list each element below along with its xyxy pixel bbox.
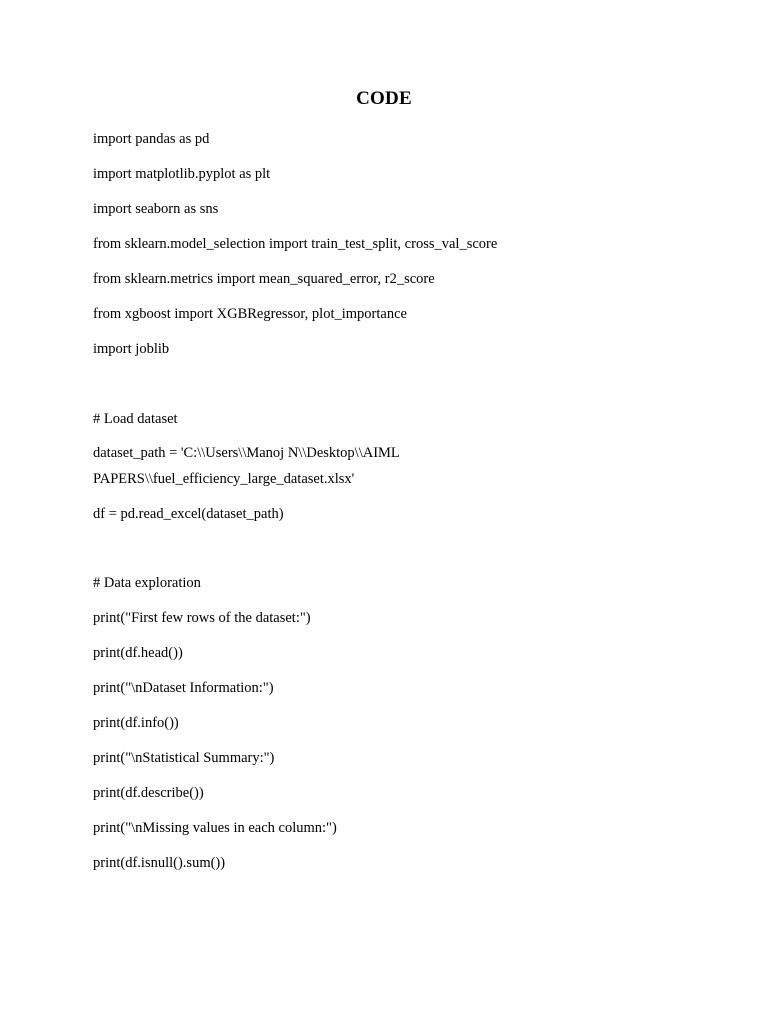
code-line: dataset_path = 'C:\\Users\\Manoj N\\Desktop\\AIML (93, 445, 400, 461)
code-comment: # Data exploration (93, 575, 201, 591)
code-line: print("First few rows of the dataset:") (93, 610, 311, 626)
code-line: from xgboost import XGBRegressor, plot_importance (93, 306, 407, 322)
code-line: df = pd.read_excel(dataset_path) (93, 506, 284, 522)
code-line: from sklearn.metrics import mean_squared_error, r2_score (93, 271, 435, 287)
code-line: PAPERS\\fuel_efficiency_large_dataset.xlsx' (93, 471, 355, 487)
code-line: import pandas as pd (93, 131, 210, 147)
code-line: print(df.describe()) (93, 785, 204, 801)
code-line: print(df.head()) (93, 645, 183, 661)
code-line: import matplotlib.pyplot as plt (93, 166, 271, 182)
code-line: print(df.isnull().sum()) (93, 855, 226, 871)
code-line: print("\nDataset Information:") (93, 680, 274, 696)
code-line: import seaborn as sns (93, 201, 219, 217)
page-title: CODE (356, 88, 412, 109)
code-line: import joblib (93, 341, 170, 357)
code-line: from sklearn.model_selection import train_test_split, cross_val_score (93, 236, 498, 252)
code-line: print(df.info()) (93, 715, 179, 731)
code-line: print("\nStatistical Summary:") (93, 750, 275, 766)
code-comment: # Load dataset (93, 411, 178, 427)
code-line: print("\nMissing values in each column:") (93, 820, 337, 836)
